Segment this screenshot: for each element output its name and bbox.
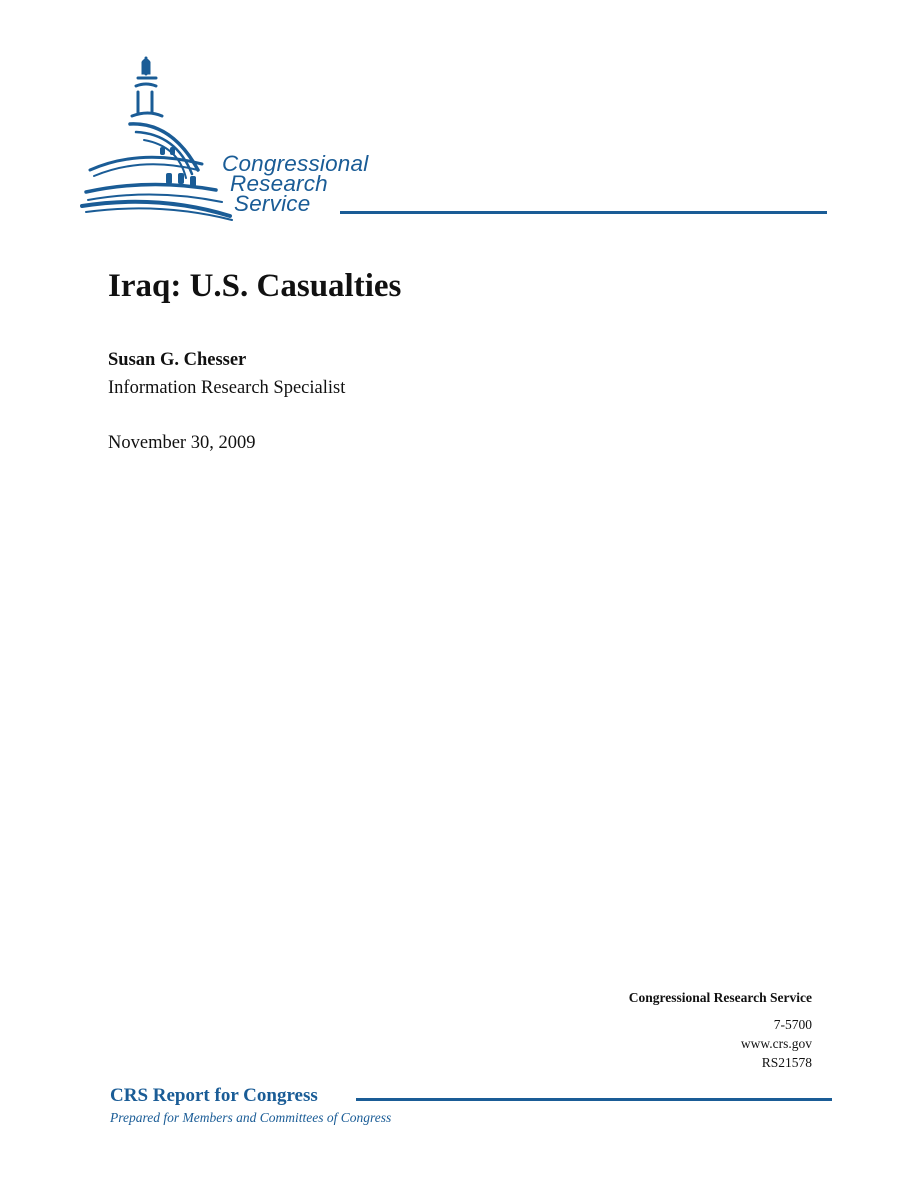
- organization-name: Congressional Research Service: [628, 990, 812, 1005]
- phone-code: 7-5700: [773, 1017, 812, 1032]
- logo-line-service: Service: [234, 191, 311, 216]
- capitol-dome-icon: [80, 52, 240, 222]
- page-title: Iraq: U.S. Casualties: [108, 268, 402, 304]
- website-link[interactable]: www.crs.gov: [740, 1036, 812, 1051]
- report-number: RS21578: [761, 1055, 812, 1070]
- footer-divider: [356, 1098, 832, 1101]
- logo-line-congressional: Congressional: [222, 151, 369, 176]
- logo-wordmark: [222, 151, 369, 216]
- footer-subtitle: Prepared for Members and Committees of Congress: [110, 1110, 392, 1125]
- footer-title: CRS Report for Congress: [110, 1085, 318, 1106]
- logo-divider: [340, 211, 827, 214]
- report-date: November 30, 2009: [108, 433, 256, 453]
- author-role: Information Research Specialist: [108, 378, 346, 398]
- author-name: Susan G. Chesser: [108, 350, 247, 370]
- report-info-block: [629, 990, 812, 1072]
- logo-line-research: Research: [230, 171, 328, 196]
